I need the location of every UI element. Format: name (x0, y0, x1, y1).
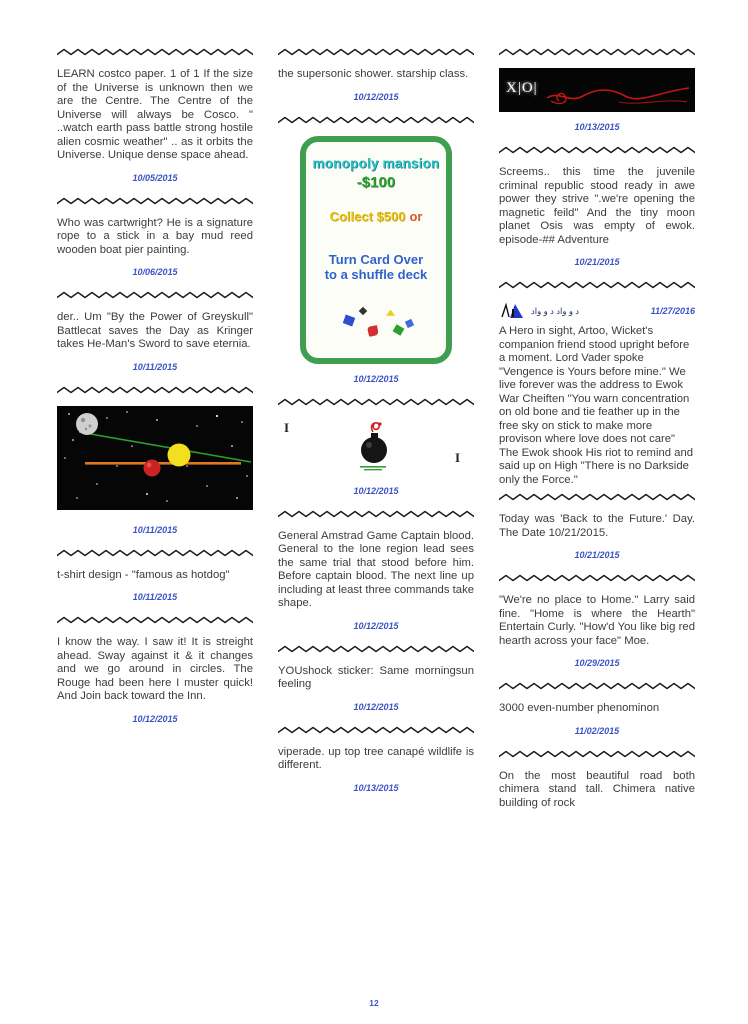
column-1 (57, 46, 253, 816)
card-game-pieces (306, 300, 446, 346)
orange-line (85, 462, 241, 465)
post (499, 682, 695, 736)
page-number: 12 (369, 998, 379, 1008)
piece-blue-small (405, 318, 414, 327)
piece-blue (343, 314, 355, 326)
wavy-divider (499, 750, 695, 758)
piece-green (393, 324, 405, 335)
moon (76, 413, 98, 435)
post-text: YOUshock sticker: Same morningsun feeling (278, 664, 474, 690)
post-date: 10/12/2015 (353, 620, 399, 631)
red-planet (144, 459, 161, 476)
post (499, 146, 695, 267)
bomb-doodle-image (278, 418, 474, 476)
card-flip-line1: Turn Card Over (328, 251, 424, 267)
piece-dark (359, 306, 367, 314)
xo-banner-image (499, 68, 695, 112)
post-text: LEARN costco paper. 1 of 1 If the size of the Universe is unknown then we are the Centre. The Centre of the Universe will always be Cosco. " ..watch earth pass battle strong hostile alien cosmic weather" .. as it orbits the Universe. Unique dense space ahead. (57, 68, 253, 161)
post (57, 48, 253, 183)
post (57, 197, 253, 278)
wavy-divider (278, 645, 474, 653)
post-date: 10/11/2015 (132, 592, 178, 602)
post-date: 10/12/2015 (132, 713, 178, 724)
wavy-divider (278, 726, 474, 734)
post-date: 10/12/2015 (353, 485, 399, 496)
post (278, 116, 474, 384)
post-date: 10/21/2015 (574, 257, 620, 267)
xo-banner-text: X|O| (506, 80, 538, 96)
post-text: 3000 even-number phenominon (499, 702, 660, 714)
right-i-mark: I (454, 449, 460, 465)
post (499, 750, 695, 811)
post-text: A Hero in sight, Artoo, Wicket's companion friend stood upright before a moment. Lord Vader spoke "Vengence is Yours before mine." We live forever was the address to Ewok War Cheiften "You warn concentration on old bone and tie feather up in the free sky on stick to make more provison where love does not care" The Ewok shook His riot to remind and said up on High "There is no Darkside only the Force." (499, 325, 694, 486)
post-text: I know the way. I saw it! It is streight ahead. Sway against it & it changes and we go around in circles. The Rouge had been here I muster quick! And Join back toward the Inn. (57, 636, 253, 702)
post (57, 616, 253, 724)
post (57, 549, 253, 603)
post (278, 645, 474, 712)
post-text: Who was cartwright? He is a signature rope to a stick in a bay mud reed wooden boat pier painting. (57, 216, 253, 256)
wavy-divider (57, 386, 253, 394)
bomb-icon (346, 418, 406, 474)
wavy-divider (499, 493, 695, 501)
post-text: the supersonic shower. starship class. (278, 68, 469, 80)
card-title: monopoly mansion (312, 155, 440, 171)
wavy-divider (499, 682, 695, 690)
hero-post-header (499, 301, 695, 321)
post (278, 726, 474, 793)
starfield-illustration (57, 406, 253, 510)
card-or-text: or (409, 208, 423, 224)
post (499, 281, 695, 487)
left-i-mark: I (284, 419, 290, 435)
wavy-divider (57, 549, 253, 557)
post-date: 10/13/2015 (574, 122, 620, 132)
monopoly-card-image (300, 136, 452, 364)
post (499, 493, 695, 560)
sun (168, 443, 191, 466)
post-text: General Amstrad Game Captain blood. General to the lone region lead sees the same trial that stood before him. Before captain blood. The next line up including at least three commands take shape. (278, 529, 474, 609)
wavy-divider (278, 48, 474, 56)
wavy-divider (57, 291, 253, 299)
space-scene-image (57, 406, 253, 515)
post-text: t-shirt design - "famous as hotdog" (57, 568, 230, 581)
card-collect-line (306, 209, 446, 224)
post-text: On the most beautiful road both chimera stand tall. Chimera native building of rock (499, 769, 695, 809)
post (278, 398, 474, 496)
post-date: 10/05/2015 (132, 172, 178, 183)
post-date: 11/02/2015 (574, 725, 620, 736)
post-text: Today was 'Back to the Future.' Day. The Date 10/21/2015. (499, 513, 695, 539)
red-scribble (499, 68, 695, 112)
post-date: 10/06/2015 (132, 267, 178, 277)
post (499, 48, 695, 132)
piece-yellow (386, 310, 395, 319)
post-text: "We're no place to Home." Larry said fine. "Home is where the Hearth" Entertain Curly. "How'd You like big red hearth across your face" Moe. (499, 594, 695, 647)
hero-date: 11/27/2016 (650, 306, 695, 316)
post (57, 291, 253, 372)
post (278, 510, 474, 631)
wavy-divider (499, 146, 695, 154)
wavy-divider (57, 616, 253, 624)
hero-thumbnail-icon (499, 301, 525, 321)
wavy-divider (499, 48, 695, 56)
post-date: 10/11/2015 (132, 524, 178, 535)
post-date: 10/13/2015 (353, 782, 399, 793)
wavy-divider (57, 197, 253, 205)
wavy-divider (278, 398, 474, 406)
wavy-divider (499, 281, 695, 289)
post-date: 10/29/2015 (574, 658, 620, 668)
piece-red (367, 325, 379, 337)
post-date: 10/12/2015 (353, 91, 399, 102)
post (278, 48, 474, 102)
wavy-divider (278, 116, 474, 124)
card-amount: -$100 (356, 173, 396, 191)
card-flip-line2: to a shuffle deck (324, 266, 428, 282)
card-flip-text (306, 252, 446, 282)
post-text: viperade. up top tree canapé wildlife is different. (278, 745, 474, 771)
card-collect-text: Collect $500 (329, 208, 406, 224)
post-date: 10/21/2015 (574, 550, 620, 560)
wavy-divider (499, 574, 695, 582)
hero-caption: د و واد د و واد (531, 305, 580, 316)
post-text: der.. Um "By the Power of Greyskull" Battlecat saves the Day as Kringer takes He-Man's Sword to save eternia. (57, 311, 253, 350)
column-3 (499, 46, 695, 816)
post (57, 386, 253, 535)
column-2 (278, 46, 474, 816)
post (499, 574, 695, 668)
wavy-divider (278, 510, 474, 518)
post-date: 10/12/2015 (353, 373, 399, 384)
post-date: 10/12/2015 (353, 701, 399, 712)
post-date: 10/11/2015 (132, 361, 178, 372)
wavy-divider (57, 48, 253, 56)
post-text: Screems.. this time the juvenile criminal republic stood ready in awe power they strive ".we're opening the magnetic feild" And the tiny moon planet Osis was empty of ewok. episode-## Adventure (499, 166, 695, 246)
